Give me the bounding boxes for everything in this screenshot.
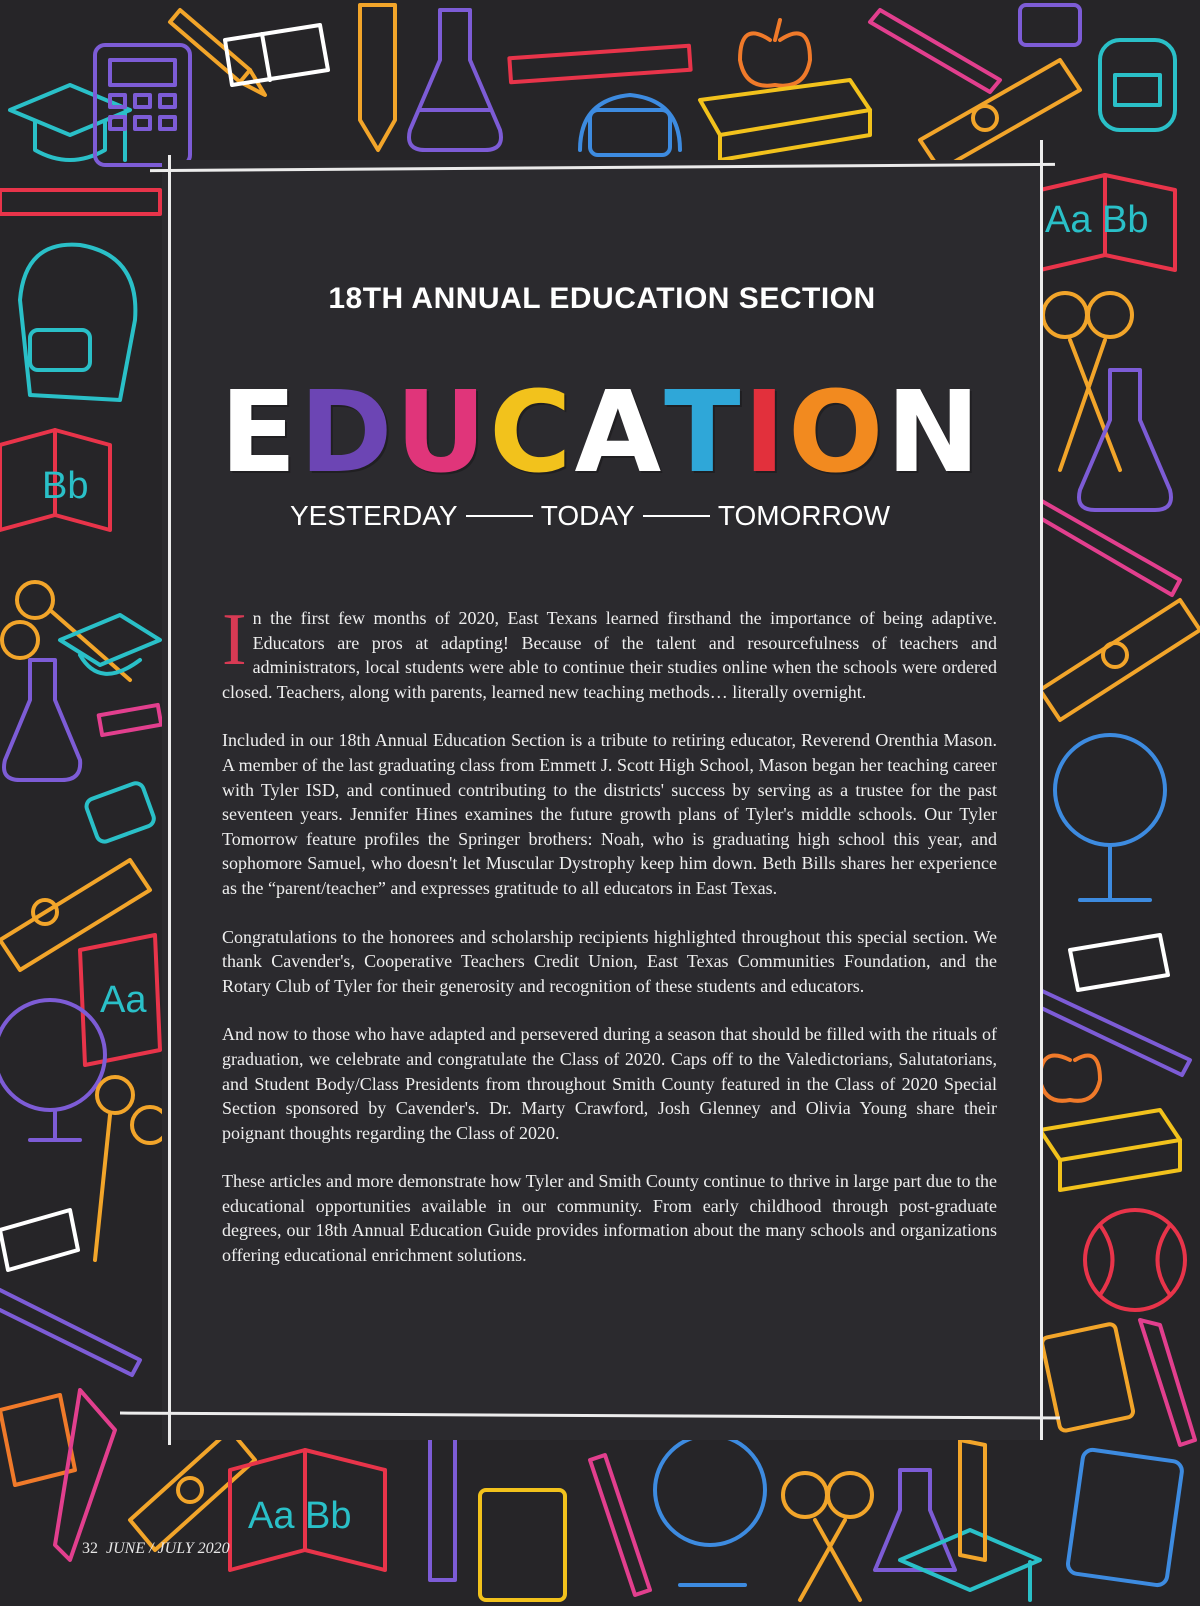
title-letter: D <box>299 368 393 498</box>
apple-icon <box>740 20 810 86</box>
diploma-icon <box>0 860 150 970</box>
eraser-icon <box>225 25 328 85</box>
calculator-icon <box>95 45 190 165</box>
globe-icon <box>0 1000 105 1140</box>
article-paragraph: And now to those who have adapted and persevered during a season that should be filled with the rituals of graduation, we celebrate and congratulate the Class of 2020. Caps off to the Valedictorians, Salutatorians, and Student Body/Class Presidents from throughout Smith County featured in the Class of 2020 Special Section sponsored by Cavender's. Dr. Marty Crawford, Josh Glenney and Olivia Young share their poignant thoughts regarding the Class of 2020. <box>222 1024 997 1143</box>
globe-icon <box>655 1435 765 1585</box>
graduation-cap-icon <box>900 1530 1040 1600</box>
doodle-label: Aa Bb <box>248 1495 352 1537</box>
page-number: 32 <box>82 1540 98 1557</box>
diploma-icon <box>1040 600 1200 720</box>
title-letter: A <box>574 368 662 498</box>
title-letter: E <box>220 368 297 498</box>
article-paragraph: Included in our 18th Annual Education Section is a tribute to retiring educator, Reverend Orenthia Mason. A member of the last graduating class from Emmett J. Scott High School, Mason began her teaching career with Tyler ISD, and continued contributing to the districts' success by serving as a trustee for the past seventeen years. Jennifer Hines examines the future growth plans of Tyler's middle schools. Our Tyler Tomorrow feature profiles the Springer brothers: Noah, who is graduating high school this year, and sophomore Samuel, who doesn't let Muscular Dystrophy keep him down. Beth Bills shares her experience as the “parent/teacher” and expresses gratitude to all educators in East Texas. <box>222 730 997 898</box>
scissors-icon <box>95 1077 168 1260</box>
ruler-icon <box>509 46 690 82</box>
title-letter: O <box>788 368 884 498</box>
drop-cap: I <box>222 599 247 681</box>
pencil-icon <box>960 1440 985 1560</box>
doodle-label: Bb <box>42 465 89 507</box>
book-stack-icon <box>700 80 870 160</box>
pen-icon <box>1035 500 1180 595</box>
article-body <box>222 599 997 1292</box>
title-letter: T <box>664 368 741 498</box>
backpack-icon <box>1100 40 1175 130</box>
paragraph-text: n the first few months of 2020, East Texans learned firsthand the importance of being adaptive. Educators are pros at adapting! Because of the talent and resourcefulness of teachers and administrators, local students were able to continue their studies online when the schools were ordered closed. Teachers, along with parents, learned new teaching methods… literally overnight. <box>222 608 997 702</box>
calculator-icon <box>0 1395 75 1485</box>
tagline <box>290 496 890 536</box>
pencil-icon <box>360 5 395 150</box>
eraser-icon <box>0 1210 78 1270</box>
pencil-icon <box>1035 990 1190 1075</box>
ruler-icon <box>0 190 160 214</box>
title-letter: I <box>743 368 786 498</box>
section-kicker: 18TH ANNUAL EDUCATION SECTION <box>328 282 876 315</box>
notebook-icon <box>1041 1323 1134 1432</box>
sharpener-icon <box>1020 5 1080 45</box>
diploma-icon <box>130 1430 255 1550</box>
flask-icon <box>4 660 80 780</box>
pen-icon <box>870 10 1000 92</box>
eraser-icon <box>1070 935 1168 990</box>
pen-icon <box>0 1290 140 1375</box>
scissors-icon <box>783 1473 872 1600</box>
title-letter: N <box>886 368 980 498</box>
page-folio <box>82 1540 230 1558</box>
calculator-icon <box>1067 1449 1183 1587</box>
pencil-icon <box>1140 1320 1195 1445</box>
frame-left <box>168 155 171 1445</box>
diploma-icon <box>920 60 1080 170</box>
scissors-icon <box>2 582 130 680</box>
scissors-icon <box>1043 293 1132 470</box>
flask-icon <box>1079 370 1171 510</box>
backpack-icon <box>20 245 135 400</box>
apple-icon <box>1040 1056 1100 1101</box>
globe-icon <box>1055 735 1165 900</box>
frame-right <box>1040 140 1043 1440</box>
book-stack-icon <box>1040 1110 1180 1190</box>
article-paragraph: These articles and more demonstrate how Tyler and Smith County continue to thrive in large part due to the educational opportunities available in our community. From early childhood through post-graduate degrees, our 18th Annual Education Guide provides information about the many schools and organizations offering educational enrichment solutions. <box>222 1171 997 1266</box>
notebook-icon <box>480 1490 565 1600</box>
backpack-icon <box>580 95 680 155</box>
article-paragraph: Congratulations to the honorees and scholarship recipients highlighted throughout this special section. We thank Cavender's, Cooperative Teachers Credit Union, East Texas Communities Foundation, and the Rotary Club of Tyler for their generosity and recognition of these students and educators. <box>222 926 997 996</box>
article-paragraph <box>222 599 997 704</box>
title-letter: U <box>395 368 487 498</box>
title-letter: C <box>489 368 572 498</box>
tagline-word: YESTERDAY <box>290 500 458 531</box>
pencil-icon <box>430 1430 455 1580</box>
education-title <box>220 368 980 498</box>
flask-icon <box>409 10 501 150</box>
doodle-label: Aa Bb <box>1045 199 1149 241</box>
ruler-icon <box>99 705 162 735</box>
tagline-word: TODAY <box>540 500 635 531</box>
sharpener-icon <box>84 781 156 844</box>
doodle-label: Aa <box>100 979 147 1021</box>
issue-date: JUNE / JULY 2020 <box>106 1540 230 1557</box>
baseball-icon <box>1085 1210 1185 1310</box>
pencil-icon <box>590 1455 650 1595</box>
tagline-word: TOMORROW <box>717 500 891 531</box>
tagline-dash <box>643 515 710 517</box>
tagline-dash <box>466 515 533 517</box>
